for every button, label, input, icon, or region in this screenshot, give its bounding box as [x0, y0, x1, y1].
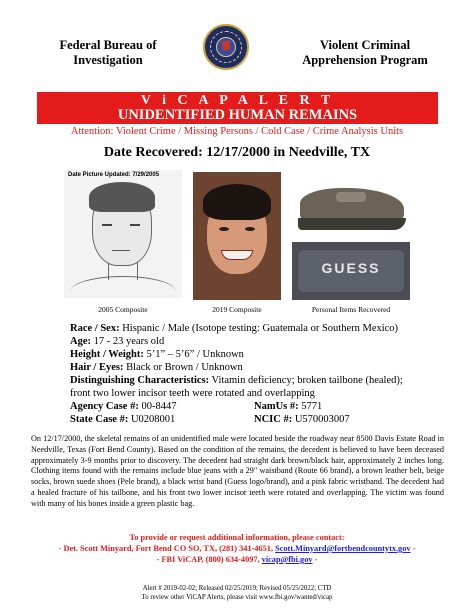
wristband-logo-text: GUESS: [321, 260, 381, 276]
fbi-seal-icon: [203, 24, 249, 70]
banner-title: V i C A P A L E R T: [140, 93, 335, 108]
ncic-value: U570003007: [292, 414, 350, 425]
header-program: [290, 38, 440, 68]
footer: [30, 584, 444, 602]
age-label: Age:: [70, 336, 91, 347]
hair-eyes-row: [70, 361, 243, 374]
caption-2005: 2005 Composite: [98, 305, 148, 314]
footer-review-link-text: To review other ViCAP Alerts, please visit www.fbi.gov/wanted/vicap: [141, 594, 333, 601]
dist-label: Distinguishing Characteristics:: [70, 375, 210, 386]
agency-value: 00-8447: [138, 401, 177, 412]
hair-label: Hair / Eyes:: [70, 362, 124, 373]
header-right-line1: Violent Criminal: [319, 38, 411, 52]
detective-suffix: -: [410, 544, 416, 553]
race-value: Hispanic / Male (Isotope testing: Guatemala or Southern Mexico): [119, 323, 399, 334]
attention-line: Attention: Violent Crime / Missing Persons / Cold Case / Crime Analysis Units: [70, 126, 404, 137]
detective-text: - Det. Scott Minyard, Fort Bend CO SO, TX, (281) 341-4651,: [58, 544, 276, 553]
state-case-row: [70, 413, 175, 426]
race-label: Race / Sex:: [70, 323, 120, 334]
namus-label: NamUs #:: [254, 401, 299, 412]
caption-items: Personal Items Recovered: [311, 305, 391, 314]
age-value: 17 - 23 years old: [91, 336, 165, 347]
contact-vicap: [30, 554, 444, 565]
state-value: U0208001: [128, 414, 176, 425]
contact-block: [30, 532, 444, 565]
footer-alert-info: Alert # 2019-02-02; Released 02/25/2019; Revised 05/25/2022; CTD: [142, 585, 332, 592]
race-sex-row: [70, 322, 450, 335]
age-row: [70, 335, 164, 348]
ncic-row: [254, 413, 350, 426]
contact-intro: To provide or request additional information, please contact:: [129, 533, 345, 542]
caption-2019: 2019 Composite: [212, 305, 262, 314]
vicap-email-link[interactable]: vicap@fbi.gov: [261, 555, 313, 564]
composite-2019-image: [193, 172, 281, 300]
case-narrative: On 12/17/2000, the skeletal remains of an unidentified male were located beside the roadway near 8500 Davis Estate Road in Needville, Texas (Fort Bend County). Based on the condition of the remains, the decedent is believed to have been deceased approximately 3-9 months prior to discovery. The decedent had straight dark brown/black hair, approximately 2 inches long. Clothing items found with the remains include blue jeans with a 29" waistband (Route 66 brand), a brown leather belt, beige socks, brown suede shoes (Pele brand), a black wrist band (Guess logo/brand), and a pink fabric wristband. The decedent had a healed fracture of his tailbone, and his front two lower incisor teeth were rotated and overlapping. The victim was found with many of his bones inside a green plastic bag.: [31, 434, 444, 508]
agency-label: Agency Case #:: [70, 401, 139, 412]
header-right-line2: Apprehension Program: [302, 53, 428, 67]
composite-2005-image: [64, 170, 182, 298]
distinguishing-row: [70, 374, 415, 400]
namus-value: 5771: [298, 401, 323, 412]
hw-label: Height / Weight:: [70, 349, 144, 360]
header-left-line2: Investigation: [73, 53, 143, 67]
header-agency: [48, 38, 168, 68]
banner-subtitle: UNIDENTIFIED HUMAN REMAINS: [117, 107, 358, 123]
hair-value: Black or Brown / Unknown: [123, 362, 243, 373]
ncic-label: NCIC #:: [254, 414, 293, 425]
header-left-line1: Federal Bureau of: [59, 38, 157, 52]
hw-value: 5’1” – 5’6” / Unknown: [143, 349, 244, 360]
height-weight-row: [70, 348, 244, 361]
state-label: State Case #:: [70, 414, 129, 425]
dist-value: Vitamin deficiency; broken tailbone (healed); front two lower incisor teeth were rotated and overlapping: [70, 375, 403, 399]
alert-banner: [37, 92, 438, 124]
namus-row: [254, 400, 322, 413]
contact-detective: [30, 543, 444, 554]
sketch-updated-label: Date Picture Updated: 7/29/2005: [68, 172, 160, 178]
shoe-image: [292, 170, 410, 238]
vicap-suffix: -: [312, 555, 318, 564]
detective-email-link[interactable]: Scott.Minyard@fortbendcountytx.gov: [275, 544, 411, 553]
agency-case-row: [70, 400, 176, 413]
wristband-image: [292, 242, 410, 300]
date-recovered: Date Recovered: 12/17/2000 in Needville, TX: [103, 145, 371, 160]
vicap-text: - FBI ViCAP, (800) 634-4097,: [156, 555, 262, 564]
